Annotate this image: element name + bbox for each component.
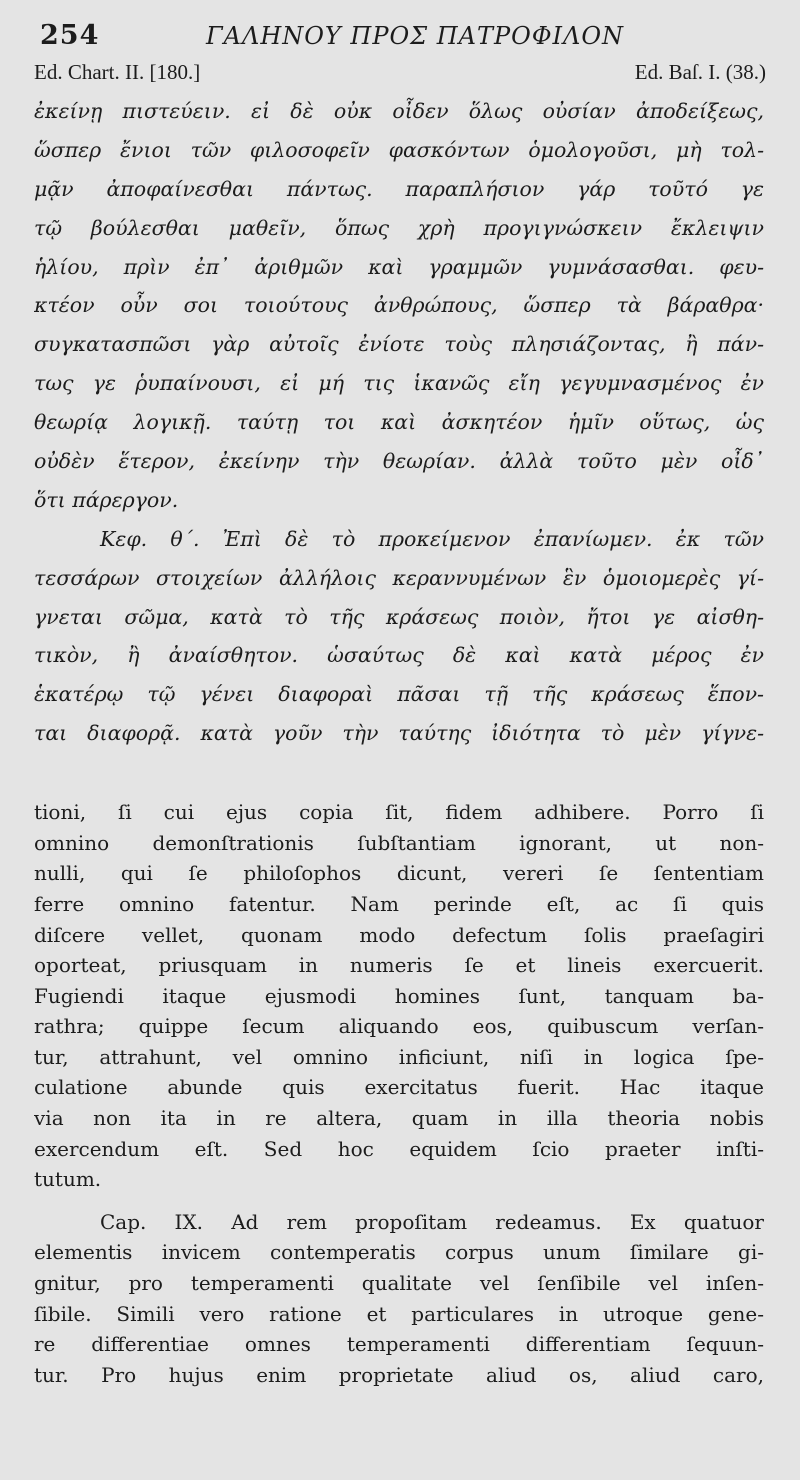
latin-line: omnino demonſtrationis ſubſtantiam ignorant, ut non- [34, 830, 764, 855]
greek-line: ἐκείνῃ πιστεύειν. εἰ δὲ οὐκ οἶδεν ὅλως οὐσίαν ἀποδείξεως, [34, 99, 764, 123]
latin-line: tur, attrahunt, vel omnino inficiunt, niſi in logica ſpe- [34, 1044, 764, 1069]
latin-line: elementis invicem contemperatis corpus unum ſimilare gi- [34, 1240, 764, 1265]
greek-line: τικὸν, ἢ ἀναίσθητον. ὡσαύτως δὲ καὶ κατὰ μέρος ἐν [34, 643, 764, 668]
latin-line: oporteat, priusquam in numeris ſe et lineis exercuerit. [34, 953, 764, 978]
greek-line: ὅτι πάρεργον. [34, 487, 179, 512]
latin-line: re differentiae omnes temperamenti differentiam ſequun- [34, 1332, 764, 1357]
edition-reference-chart: Ed. Chart. II. [180.] [34, 60, 201, 84]
latin-line: via non ita in re altera, quam in illa theoria nobis [34, 1106, 764, 1131]
greek-line: τως γε ῥυπαίνουσι, εἰ μή τις ἱκανῶς εἴη γεγυμνασμένος ἐν [34, 371, 764, 396]
latin-line: ſibile. Simili vero ratione et particulares in utroque gene- [34, 1301, 764, 1326]
latin-line: ferre omnino fatentur. Nam perinde eſt, ac ſi quis [34, 891, 764, 916]
greek-chapter-heading-line: Κεφ. θ΄. Ἐπὶ δὲ τὸ προκείμενον ἐπανίωμεν. ἐκ τῶν [100, 526, 764, 551]
running-title: ΓΑΛΗΝΟΥ ΠΡΟΣ ΠΑΤΡΟΦΙΛΟΝ [206, 22, 625, 50]
latin-line: tioni, ſi cui ejus copia ſit, fidem adhibere. Porro ſi [34, 800, 764, 825]
greek-line: γνεται σῶμα, κατὰ τὸ τῆς κράσεως ποιὸν, ἤτοι γε αἰσθη- [34, 604, 764, 629]
latin-text-block [34, 797, 764, 1390]
latin-chapter-heading-line: Cap. IX. Ad rem propoſitam redeamus. Ex quatuor [100, 1209, 764, 1234]
greek-line: τεσσάρων στοιχείων ἀλλήλοις κεραννυμένων ἓν ὁμοιομερὲς γί- [34, 565, 764, 590]
latin-line: nulli, qui ſe philoſophos dicunt, vereri ſe ſententiam [34, 861, 764, 886]
column-gap [34, 753, 766, 797]
edition-reference-basel: Ed. Baſ. I. (38.) [634, 60, 766, 84]
latin-line: Fugiendi itaque ejusmodi homines ſunt, tanquam ba- [34, 983, 764, 1008]
paragraph-gap [34, 1195, 764, 1207]
greek-text-block [34, 92, 764, 753]
latin-line: rathra; quippe ſecum aliquando eos, quibuscum verſan- [34, 1014, 764, 1039]
greek-line: ἑκατέρῳ τῷ γένει διαφοραὶ πᾶσαι τῇ τῆς κράσεως ἕπον- [34, 682, 764, 707]
greek-line: ὥσπερ ἔνιοι τῶν φιλοσοφεῖν φασκόντων ὁμολογοῦσι, μὴ τολ- [34, 137, 764, 162]
greek-line: κτέον οὖν σοι τοιούτους ἀνθρώπους, ὥσπερ τὰ βάραθρα· [34, 293, 764, 318]
latin-line: tur. Pro hujus enim proprietate aliud os, aliud caro, [34, 1362, 764, 1387]
page-header [34, 18, 766, 60]
greek-line: τῷ βούλεσθαι μαθεῖν, ὅπως χρὴ προγιγνώσκειν ἔκλειψιν [34, 215, 764, 240]
greek-line: συγκατασπῶσι γὰρ αὐτοῖς ἐνίοτε τοὺς πλησιάζοντας, ἢ πάν- [34, 332, 764, 357]
latin-line: culatione abunde quis exercitatus fuerit. Hac itaque [34, 1075, 764, 1100]
page-number: 254 [40, 20, 100, 51]
edition-references [34, 60, 766, 90]
greek-line: ται διαφορᾷ. κατὰ γοῦν τὴν ταύτης ἰδιότητα τὸ μὲν γίγνε- [34, 721, 764, 746]
greek-line: οὐδὲν ἕτερον, ἐκείνην τὴν θεωρίαν. ἀλλὰ τοῦτο μὲν οἶδ᾽ [34, 449, 764, 474]
greek-line: ἡλίου, πρὶν ἐπ᾽ ἀριθμῶν καὶ γραμμῶν γυμνάσασθαι. φευ- [34, 254, 764, 279]
latin-line: gnitur, pro temperamenti qualitate vel ſenſibile vel inſen- [34, 1271, 764, 1296]
greek-line: θεωρίᾳ λογικῇ. ταύτῃ τοι καὶ ἀσκητέον ἡμῖν οὕτως, ὡς [34, 410, 764, 435]
greek-line: μᾷν ἀποφαίνεσθαι πάντως. παραπλήσιον γάρ τοῦτό γε [34, 176, 764, 201]
latin-line: tutum. [34, 1167, 102, 1192]
latin-line: diſcere vellet, quonam modo defectum ſolis praeſagiri [34, 922, 764, 947]
latin-line: exercendum eſt. Sed hoc equidem ſcio praeter inſti- [34, 1136, 764, 1161]
